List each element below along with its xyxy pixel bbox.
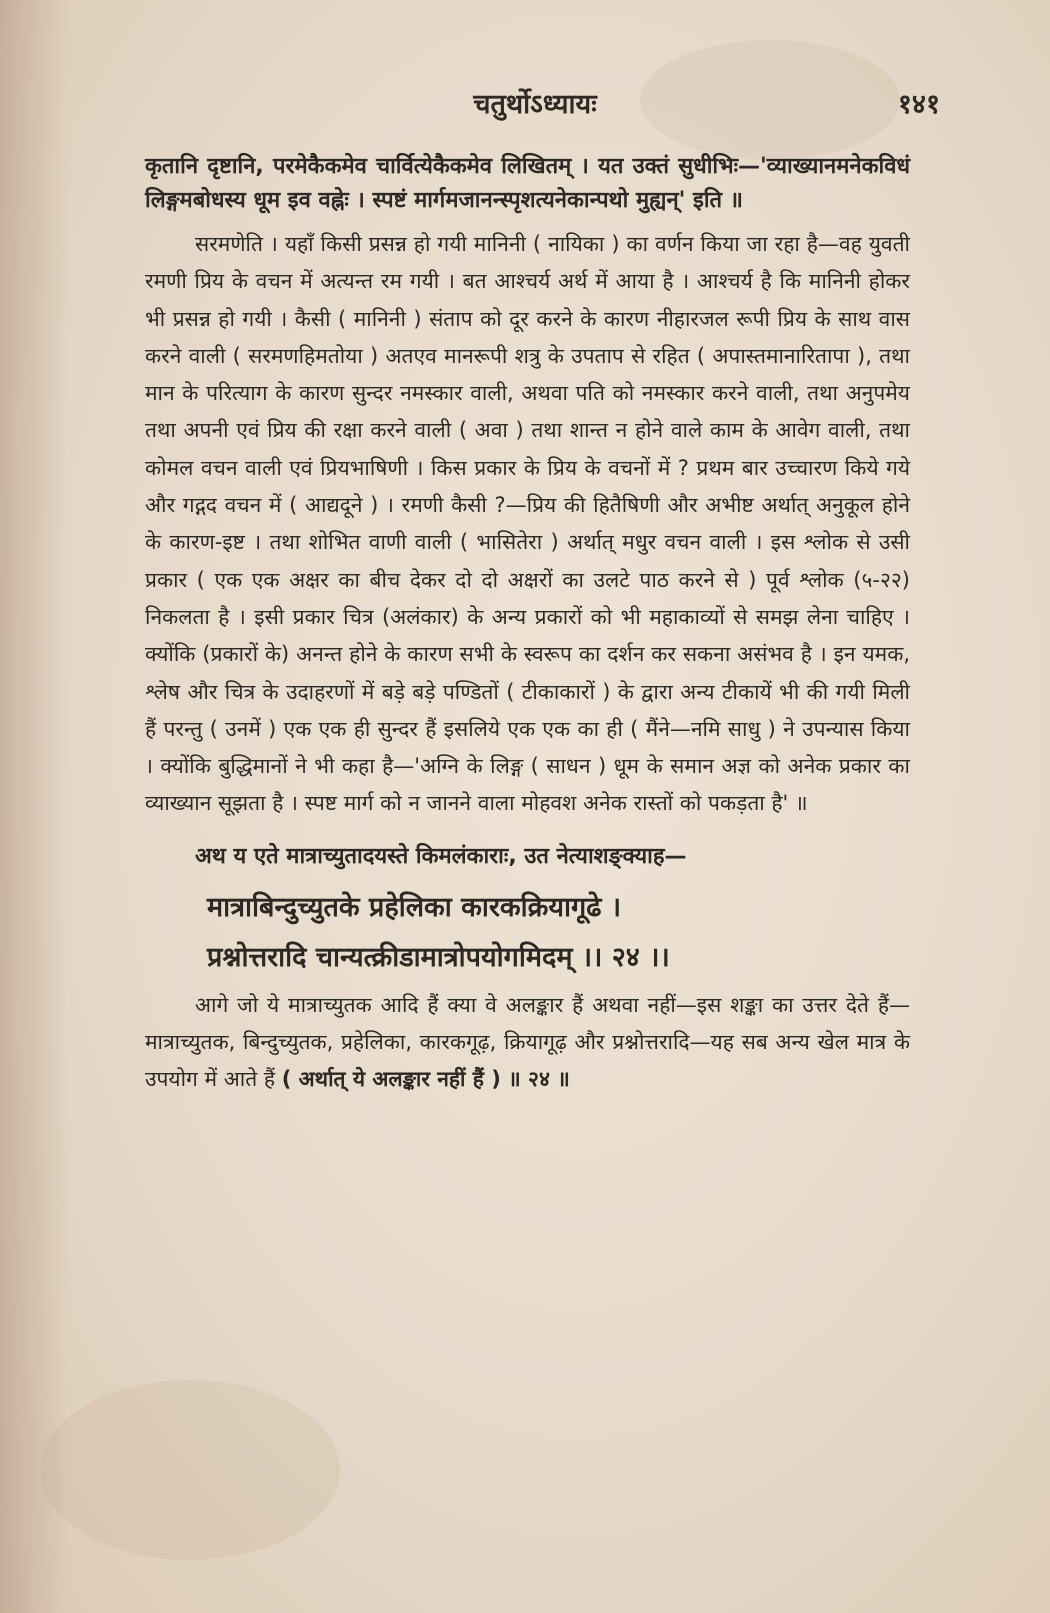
chapter-title: चतुर्थोऽध्यायः: [473, 89, 597, 120]
translation-text: आगे जो ये मात्राच्युतक आदि हैं क्या वे अलङ्कार हैं अथवा नहीं—इस शङ्का का उत्तर देते हैं—मात्राच्युतक, बिन्दुच्युतक, प्रहेलिका, कारकगूढ़, क्रियागूढ़ और प्रश्नोत्तरादि—यह सब अन्य खेल मात्र के उपयोग में आते हैं: [145, 992, 910, 1092]
verse-line-2: प्रश्नोत्तरादि चान्यत्क्रीडामात्रोपयोगमिदम् ।। २४ ।।: [207, 941, 670, 973]
paper-stain: [40, 1380, 340, 1560]
running-head: [130, 84, 940, 124]
hindi-commentary: सरमणेति । यहाँ किसी प्रसन्न हो गयी मानिनी ( नायिका ) का वर्णन किया जा रहा है—वह युवती रमणी प्रिय के वचन में अत्यन्त रम गयी । बत आश्चर्य अर्थ में आया है । आश्चर्य है कि मानिनी होकर भी प्रसन्न हो गयी । कैसी ( मानिनी ) संताप को दूर करने के कारण नीहारजल रूपी प्रिय के साथ वास करने वाली ( सरमणहिमतोया ) अतएव मानरूपी शत्रु के उपताप से रहित ( अपास्तमानारितापा ), तथा मान के परित्याग के कारण सुन्दर नमस्कार वाली, अथवा पति को नमस्कार करने वाली, तथा अनुपमेय तथा अपनी एवं प्रिय की रक्षा करने वाली ( अवा ) तथा शान्त न होने वाले काम के आवेग वाली, तथा कोमल वचन वाली एवं प्रियभाषिणी । किस प्रकार के प्रिय के वचनों में ? प्रथम बार उच्चारण किये गये और गद्गद वचन में ( आद्यदूने ) । रमणी कैसी ?—प्रिय की हितैषिणी और अभीष्ट अर्थात् अनुकूल होने के कारण-इष्ट । तथा शोभित वाणी वाली ( भासितेरा ) अर्थात् मधुर वचन वाली । इस श्लोक से उसी प्रकार ( एक एक अक्षर का बीच देकर दो दो अक्षरों का उलटे पाठ करने से ) पूर्व श्लोक (५-२२) निकलता है । इसी प्रकार चित्र (अलंकार) के अन्य प्रकारों को भी महाकाव्यों से समझ लेना चाहिए । क्योंकि (प्रकारों के) अनन्त होने के कारण सभी के स्वरूप का दर्शन कर सकना असंभव है । इन यमक, श्लेष और चित्र के उदाहरणों में बड़े बड़े पण्डितों ( टीकाकारों ) के द्वारा अन्य टीकायें भी की गयी मिली हैं परन्तु ( उनमें ) एक एक ही सुन्दर हैं इसलिये एक एक का ही ( मैंने—नमि साधु ) ने उपन्यास किया । क्योंकि बुद्धिमानों ने भी कहा है—'अग्नि के लिङ्ग ( साधन ) धूम के समान अज्ञ को अनेक प्रकार का व्याख्यान सूझता है । स्पष्ट मार्ग को न जानने वाला मोहवश अनेक रास्तों को पकड़ता है' ॥: [145, 232, 910, 816]
page-number: १४१: [897, 89, 940, 120]
verse-translation: [145, 987, 910, 1099]
page-body: [145, 150, 910, 1099]
verse-introduction: अथ य एते मात्राच्युतादयस्ते किमलंकाराः, उत नेत्याशङ्क्याह—: [195, 843, 687, 869]
sanskrit-commentary: कृतानि दृष्टानि, परमेकैकमेव चार्वित्येकैकमेव लिखितम् । यत उक्तं सुधीभिः—'व्याख्यानमनेकविधं लिङ्गमबोधस्य धूम इव वह्नेः । स्पष्टं मार्गमजानन्स्पृशत्यनेकान्पथो मुह्यन्' इति ॥: [145, 154, 910, 213]
translation-conclusion: ( अर्थात् ये अलङ्कार नहीं हैं ) ॥ २४ ॥: [281, 1067, 570, 1092]
verse-line-1: मात्राबिन्दुच्युतके प्रहेलिका कारकक्रियागूढे ।: [207, 891, 622, 923]
